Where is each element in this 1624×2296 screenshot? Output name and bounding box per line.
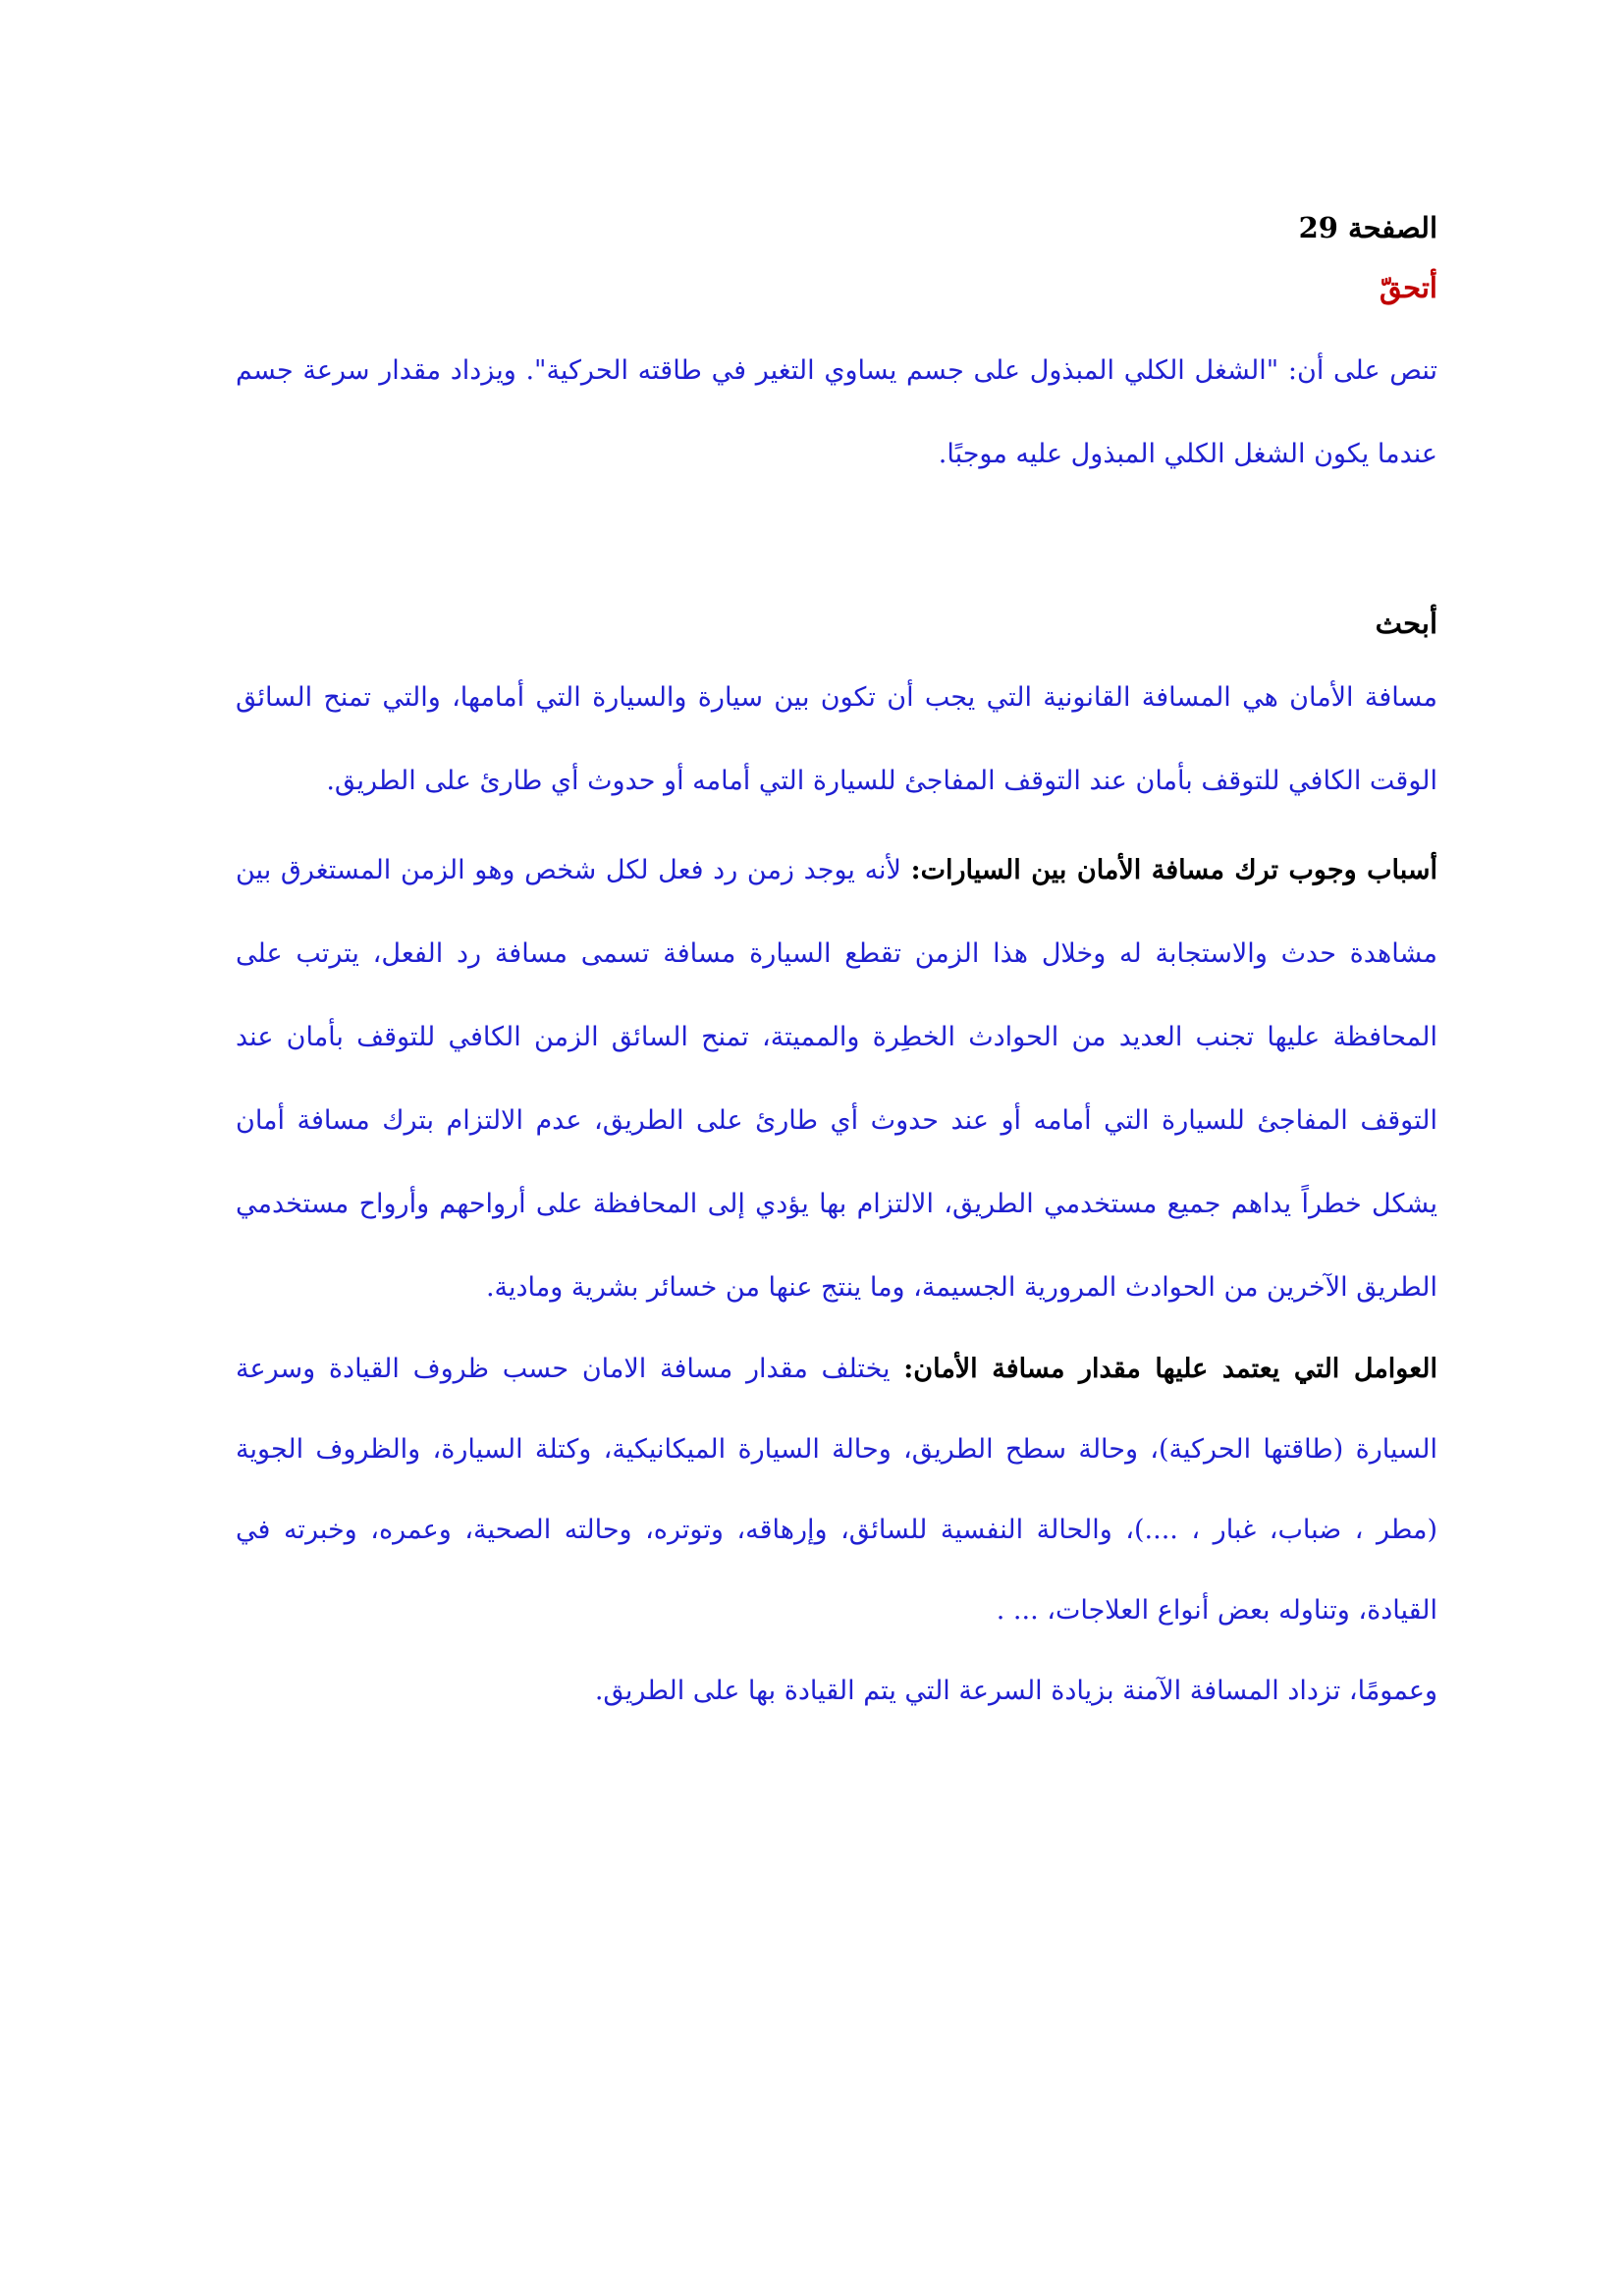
factors-text: يختلف مقدار مسافة الامان حسب ظروف القيادة وسرعة السيارة (طاقتها الحركية)، وحالة سطح الطريق، وحالة السيارة الميكانيكية، وكتلة السيارة، والظروف الجوية (مطر ، ضباب، غبار ، ....)، والحالة النفسية للسائق، وإرهاقه، وتوتره، وحالته الصحية، وعمره، وخبرته في القيادة، وتناوله بعض أنواع العلاجات، ... .	[236, 1353, 1437, 1626]
document-page	[236, 196, 1437, 1732]
reasons-text: لأنه يوجد زمن رد فعل لكل شخص وهو الزمن المستغرق بين مشاهدة حدث والاستجابة له وخلال هذا الزمن تقطع السيارة مسافة تسمى مسافة رد الفعل، يترتب على المحافظة عليها تجنب العديد من الحوادث الخطِرة والمميتة، تمنح السائق الزمن الكافي للتوقف بأمان عند التوقف المفاجئ للسيارة التي أمامه أو عند حدوث أي طارئ على الطريق، عدم الالتزام بترك مسافة أمان يشكل خطراً يداهم جميع مستخدمي الطريق، الالتزام بها يؤدي إلى المحافظة على أرواحهم وأرواح مستخدمي الطريق الآخرين من الحوادث المرورية الجسيمة، وما ينتج عنها من خسائر بشرية ومادية.	[236, 854, 1437, 1303]
reasons-paragraph	[236, 828, 1437, 1329]
safety-distance-definition: مسافة الأمان هي المسافة القانونية التي يجب أن تكون بين سيارة والسيارة التي أمامها، والتي تمنح السائق الوقت الكافي للتوقف بأمان عند التوقف المفاجئ للسيارة التي أمامه أو حدوث أي طارئ على الطريق.	[236, 681, 1437, 796]
summary-paragraph: وعمومًا، تزداد المسافة الآمنة بزيادة السرعة التي يتم القيادة بها على الطريق.	[594, 1675, 1437, 1706]
verify-heading: أتحقّ	[1379, 270, 1437, 304]
page-number-heading: الصفحة 29	[1298, 211, 1437, 244]
research-heading: أبحث	[1375, 607, 1437, 641]
factors-lead: العوامل التي يعتمد عليها مقدار مسافة الأمان:	[903, 1353, 1437, 1384]
factors-paragraph	[236, 1329, 1437, 1651]
reasons-lead: أسباب وجوب ترك مسافة الأمان بين السيارات:	[910, 854, 1437, 885]
verify-paragraph: تنص على أن: "الشغل الكلي المبذول على جسم يساوي التغير في طاقته الحركية". ويزداد مقدار سرعة جسم عندما يكون الشغل الكلي المبذول عليه موجبًا.	[236, 355, 1437, 470]
